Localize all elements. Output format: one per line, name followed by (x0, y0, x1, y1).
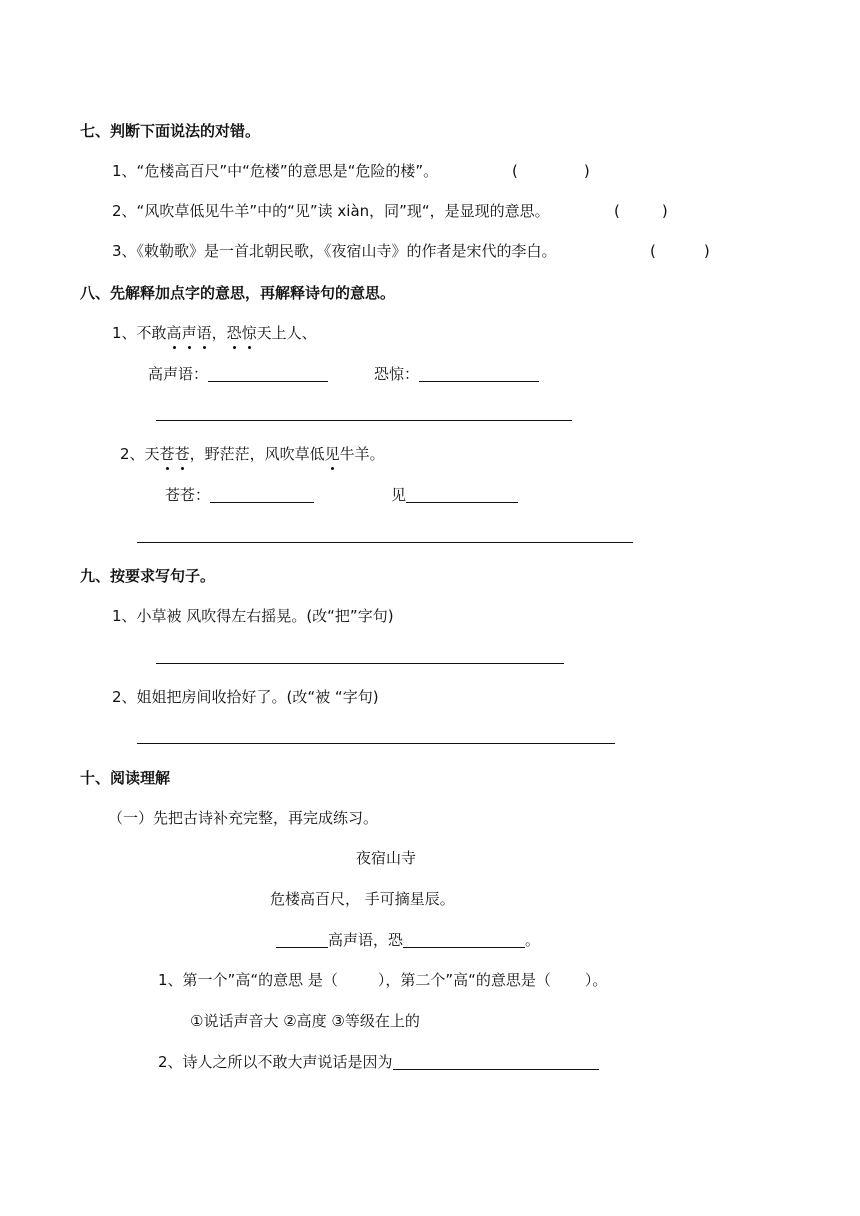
section-9-title: 九、按要求写句子。 (80, 567, 216, 585)
label: 见 (391, 486, 407, 504)
answer-blank[interactable] (406, 486, 518, 503)
poem-line-1: 危楼高百尺， 手可摘星辰。 (270, 890, 455, 908)
text: 天上人、 (256, 324, 317, 342)
sec7-q1-answer-paren[interactable] (512, 161, 590, 181)
paren-left: ( (614, 202, 620, 220)
answer-blank[interactable] (210, 486, 314, 503)
sec9-question-2: 2、姐姐把房间收拾好了。(改“被 “字句) (112, 688, 379, 706)
text: ）。 (584, 971, 608, 989)
sec10-question-1 (158, 970, 607, 990)
dotted-char: 苍 (159, 445, 175, 463)
sec7-q3-text: 3、《敕勒歌》是一首北朝民歌，《夜宿山寺》的作者是宋代的李白。 (112, 242, 557, 260)
label: 高声语： (148, 365, 209, 383)
sec8-question-1 (112, 323, 317, 343)
text: ， (211, 324, 227, 342)
paren-left: ( (512, 162, 518, 180)
label: 苍苍： (165, 486, 211, 504)
text: ），第二个”高“的意思是（ (377, 971, 551, 989)
dotted-char: 声 (181, 324, 197, 342)
sec7-question-1 (112, 161, 438, 181)
sec10-question-2 (158, 1052, 599, 1072)
dotted-char: 苍 (174, 445, 190, 463)
paren-left: ( (650, 242, 656, 260)
sec8-q1-blank-b (374, 364, 539, 384)
section-7-title: 七、判断下面说法的对错。 (80, 122, 261, 140)
poem-title: 夜宿山寺 (356, 849, 417, 867)
dotted-char: 恐 (226, 324, 242, 342)
sec8-q2-blank-a (165, 485, 314, 505)
answer-blank[interactable] (393, 1053, 599, 1070)
dotted-char: 见 (324, 445, 340, 463)
sec7-q3-answer-paren[interactable] (650, 241, 710, 261)
text: 高声语，恐 (328, 931, 404, 949)
sec9-q2-answer-line[interactable] (137, 743, 615, 744)
sec9-question-1: 1、小草被 风吹得左右摇晃。(改“把”字句) (112, 607, 394, 625)
sec10-options: ①说话声音大 ②高度 ③等级在上的 (190, 1012, 420, 1030)
dotted-char: 语 (196, 324, 212, 342)
sec7-question-3 (112, 241, 557, 261)
text: 2、天 (120, 445, 160, 463)
sec9-q1-answer-line[interactable] (156, 663, 564, 664)
text: ，野茫茫，风吹草低 (189, 445, 325, 463)
section-8-title: 八、先解释加点字的意思，再解释诗句的意思。 (80, 284, 396, 302)
poem-line-2 (276, 930, 540, 950)
dotted-char: 惊 (241, 324, 257, 342)
sec10-intro: （一）先把古诗补充完整，再完成练习。 (108, 809, 379, 827)
text: 1、不敢 (112, 324, 167, 342)
sec8-q1-blank-a (148, 364, 328, 384)
paren-right: ) (583, 162, 590, 180)
sec7-q1-text: 1、“危楼高百尺”中“危楼”的意思是“危险的楼”。 (112, 162, 439, 180)
paren-right: ) (661, 202, 668, 220)
dotted-char: 高 (166, 324, 182, 342)
answer-blank[interactable] (419, 365, 539, 382)
poem-blank-1[interactable] (276, 931, 328, 948)
sec8-q2-answer-line[interactable] (137, 542, 633, 543)
text: 1、第一个”高“的意思 是（ (158, 971, 338, 989)
sec8-question-2 (120, 444, 385, 464)
answer-blank[interactable] (208, 365, 328, 382)
section-10-title: 十、阅读理解 (80, 769, 171, 787)
sec8-q2-blank-b (391, 485, 518, 505)
sec7-q2-text: 2、“风吹草低见牛羊”中的“见”读 xiàn，同”现“，是显现的意思。 (112, 202, 550, 220)
sec7-q2-answer-paren[interactable] (614, 201, 668, 221)
poem-blank-2[interactable] (403, 931, 525, 948)
label: 恐惊： (374, 365, 420, 383)
text: 牛羊。 (339, 445, 385, 463)
paren-right: ) (703, 242, 710, 260)
text: 2、诗人之所以不敢大声说话是因为 (158, 1053, 393, 1071)
text: 。 (525, 931, 541, 949)
sec7-question-2 (112, 201, 550, 221)
sec8-q1-answer-line[interactable] (156, 420, 572, 421)
